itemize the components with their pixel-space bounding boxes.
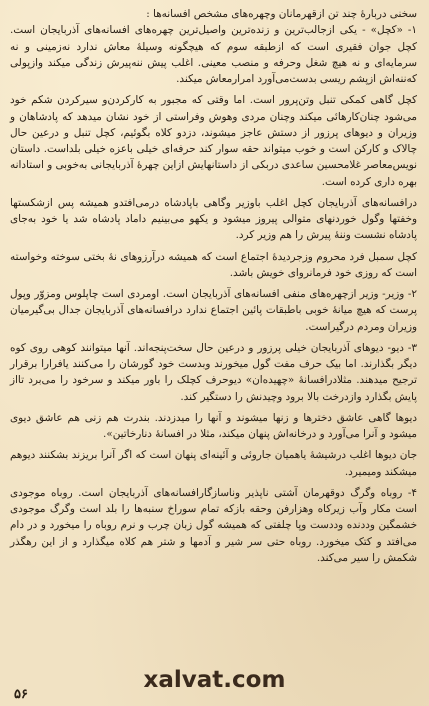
paragraph-kachal-symbol: کچل سمبل فرد محروم وزجردیدهٔ اجتماع است که همیشه درآرزوهای نهٔ بختی سوخته وخواسته است که روزی خود فرمانروای خویش باشد. bbox=[10, 250, 417, 279]
page-number: ۵۶ bbox=[14, 687, 28, 702]
paragraph-div-soul: جان دیوها اغلب درشیشهٔ یاهمیان جاروئی و آئینه‌ای پنهان است که اگر آنرا بریزند بشکنند دیوهم میشکند ومیمیرد. bbox=[10, 449, 417, 478]
text-column bbox=[10, 6, 417, 566]
paragraph-kachal-traits: کچل گاهی کمکی تنبل وتن‌پرور است. اما وقتی که مجبور به کارکردن‌و سیرکردن شکم خود می‌شود چنان‌کارهائی میکند وچنان مردی وهوش وفراستی از خود نشان میدهد که پادشاهان و وزیران و دیوهای پرزور از دستش عاجز میشوند، دزدو کلاه بگوئیم، کچل تنبل و درعین حال چالاک و کارکن است و خوب میتواند حقه سوار کند حرفه‌ای خیلی باعزه خیلی بلداست. داستان نویس‌معاصر غلامحسین ساعدی دربکی از داستانهایش ازاین چهرهٔ آذربایجانی به‌خوبی و استادانه بهره داری کرده است. bbox=[10, 94, 417, 188]
paragraph-div-love: دیوها گاهی عاشق دختر‌ها و زنها میشوند و آنها را میدزدند. بندرت هم زنی هم عاشق دیوی میشود و آنرا می‌آورد و درخانه‌اش پنهان میکند، مثلا در افسانهٔ دنارخاتین». bbox=[10, 411, 417, 440]
site-watermark: xalvat.com bbox=[143, 667, 286, 693]
paragraph-vazir: ۲- وزیر- وزیر ازچهره‌های منفی افسانه‌های آذربایجان است. اومردی است چاپلوس ومزوّر وپول پرست که هیچ میانهٔ خوبی باطبقات پائین اجتماع ندارد درافسانه‌های آذربایجان جدال بی‌گیرمیان وزیران ومردم درگیراست. bbox=[10, 288, 417, 333]
paragraph-kachal-intro: ۱- «کچل» - یکی ازجالب‌ترین و زنده‌ترین واصیل‌ترین چهره‌های افسانه‌های آذربایجان است. کچل جوان فقیری است که ازطبقه سوم که هیچگونه وسیلهٔ معاش ندارد نه‌زمینی و نه سرمایه‌ای و نه هیچ شغل وحرفه و منصب معینی. اغلب پیش ننه‌پیرش زندگی میکند وازپولی که‌ننه‌اش ازپشم ریسی بدست‌می‌آورد امرارمعاش میکند. bbox=[10, 24, 417, 85]
paragraph-fox-wolf: ۴- روباه وگرگ دوقهرمان آشتی ناپذیر وناسازگارافسانه‌های آذربایجان است. روباه موجودی است مکار وآب زیرکاه وهزارفن وحقه بازکه تمام سوراخ سنبه‌ها را بلد است وگرگ موجودی خشمگین وددنده وددست وپا چلفتی که همیشه گول زبان چرب و نرم روباه را میخورد و در دام می‌افتد و کتک میخورد. روباه حتی سر شیر و آدمها و شتر هم کلاه میگذارد و از این رهگذر شکمش را سیر می‌کند. bbox=[10, 486, 417, 564]
section-heading: سخنی درباره‌ٔ چند تن ازقهرمانان وچهره‌های مشخص افسانه‌ها : bbox=[146, 8, 417, 20]
paragraph-div: ۳- دیو- دیوهای آذربایجان خیلی پرزور و درعین حال سخت‌پنجه‌اند. آنها میتوانند کوهی روی کوه دیگر بگذارند. اما بیک حرف مفت گول میخورند وبدست خود گورشان را می‌کنند یافرارا برقرار ترجیح میدهند. مثلادرافسانهٔ «چهیده‌ان» دیوحرف کچلک را باور میکند و سرخود را می‌برد تااز پایش بگذارد وازدرخت بالا برود وچیدنش را دستگیر کند. bbox=[10, 341, 417, 403]
paragraph-kachal-victory: درافسانه‌های آذربایجان کچل اغلب باوزیر وگاهی باپادشاه درمی‌افتدو همیشه پس ازشکستها وخفتها وگول خوردنهای متوالی پیروز میشود و یکهو می‌بینیم داماد پادشاه شد یا خود به‌جای پادشاه نشست وننهٔ پیرش را هم وزیر کرد. bbox=[10, 196, 417, 242]
